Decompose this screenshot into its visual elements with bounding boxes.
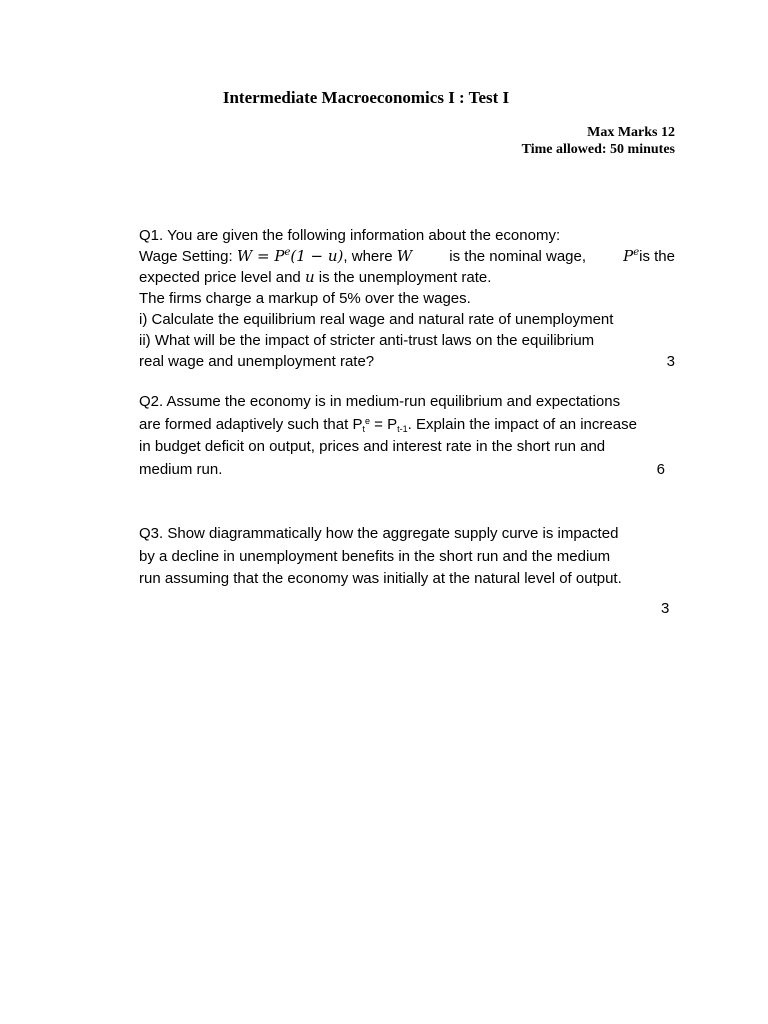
q1-is-the: is the [639,248,675,265]
max-marks: Max Marks 12 [587,125,675,140]
q1-line-7 [139,351,675,372]
q1-marks: 3 [666,353,675,370]
q3-marks: 3 [661,600,670,617]
q2-sub-t1: t-1 [397,423,408,434]
eq-W: W [236,247,253,265]
question-1 [139,225,675,372]
var-e: e [633,247,640,258]
eq-e: e [284,247,291,258]
q2-line-2 [139,414,675,437]
question-3 [139,523,675,591]
var-P: P [623,247,634,265]
eq-equals: = [252,247,275,265]
eq-P: P [274,247,285,265]
q1-line-5: i) Calculate the equilibrium real wage and natural rate of unemployment [139,311,614,328]
exam-info [522,124,675,158]
q1-line-3 [139,267,675,288]
q2-line-3: in budget deficit on output, prices and interest rate in the short run and [139,438,606,455]
q1-where: , where [343,248,397,265]
q1-line-2 [139,246,675,267]
q2-sup-e: e [364,415,370,426]
q2-marks: 6 [656,460,665,478]
q2-line-1: Q2. Assume the economy is in medium-run equilibrium and expectations [139,393,621,410]
var-u: u [304,268,315,286]
q2-line-2a: are formed adaptively such that P [139,415,363,433]
q1-nominal: is the nominal wage, [449,248,587,265]
question-2 [139,391,675,481]
q2-sub-t: t [362,423,365,434]
var-W: W [396,247,413,265]
q3-line-2: by a decline in unemployment benefits in the short run and the medium [139,547,611,565]
q1-line-3a: expected price level and [139,269,305,286]
q1-line-7-text: real wage and unemployment rate? [139,353,375,370]
eq-rest: (1 − u) [290,247,344,265]
q3-line-1: Q3. Show diagrammatically how the aggregate supply curve is impacted [139,525,619,542]
q2-line-2b: = P [370,415,398,433]
q1-line-3b: is the unemployment rate. [314,269,492,286]
q1-wage-prefix: Wage Setting: [139,248,237,265]
q1-wage-setting [139,246,412,267]
q1-line-1: Q1. You are given the following information about the economy: [139,227,561,244]
q1-pe [623,246,675,267]
q2-line-4 [139,459,675,482]
q2-line-2c: . Explain the impact of an increase [407,415,637,433]
q2-line-4-text: medium run. [139,460,223,478]
time-allowed: Time allowed: 50 minutes [521,142,675,157]
q1-line-6: ii) What will be the impact of stricter anti-trust laws on the equilibrium [139,332,595,349]
q1-line-4: The firms charge a markup of 5% over the wages. [139,290,471,307]
page-title: Intermediate Macroeconomics I : Test I [222,88,510,107]
q3-line-3: run assuming that the economy was initially at the natural level of output. [139,570,622,587]
